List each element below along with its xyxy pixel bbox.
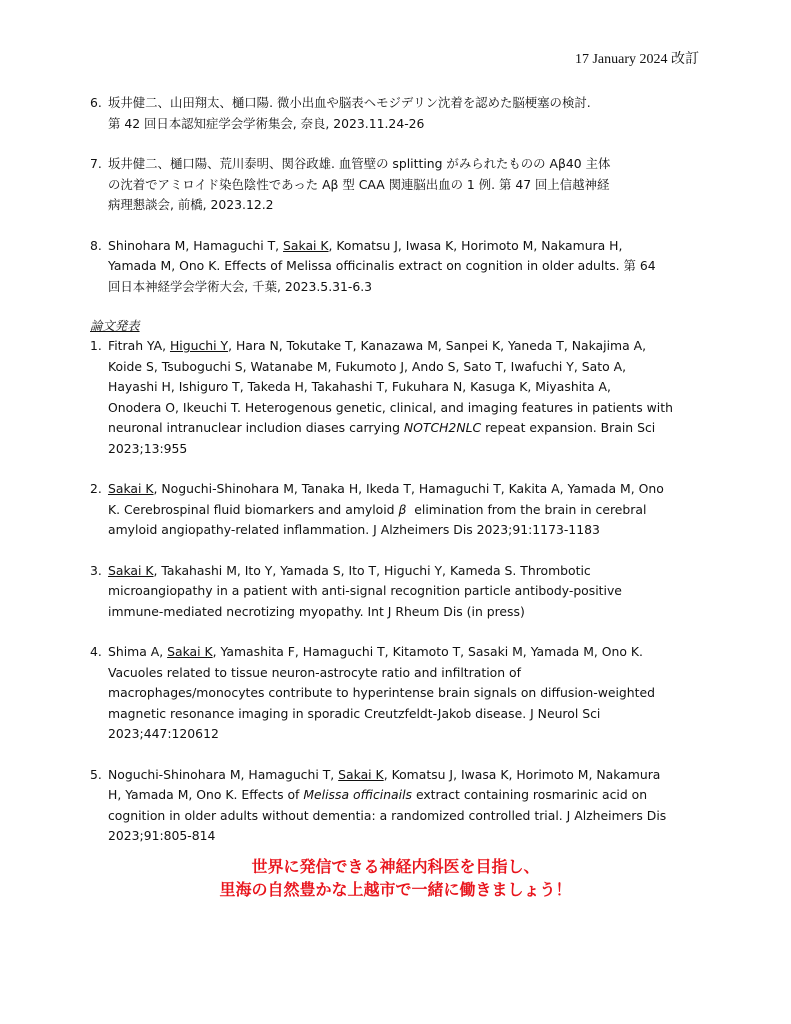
paper-item [90, 765, 710, 847]
item-line [108, 602, 710, 623]
text-run: Hayashi H, Ishiguro T, Takeda H, Takahashi T, Fukuhara N, Kasuga K, Miyashita A, [108, 379, 611, 394]
text-run: microangiopathy in a patient with anti-signal recognition particle antibody-positive [108, 583, 622, 598]
text-run: Onodera O, Ikeuchi T. Heterogenous genetic, clinical, and imaging features in patients with [108, 399, 673, 415]
item-line [108, 236, 710, 257]
text-run: elimination from the brain in cerebral [406, 501, 647, 517]
text-run: Yamada M, Ono K. Effects of Melissa officinalis extract on cognition in older adults. 第 64 [108, 258, 656, 273]
item-line [108, 256, 710, 277]
gene-name: NOTCH2NLC [403, 420, 482, 435]
text-run: 坂井健二、山田翔太、樋口陽. 微小出血や脳表ヘモジデリン沈着を認めた脳梗塞の検討. [108, 95, 591, 110]
item-line [108, 114, 710, 135]
slogan-line-1: 世界に発信できる神経内科医を目指し、 [251, 857, 540, 876]
text-run: , Yamashita F, Hamaguchi T, Kitamoto T, Sasaki M, Yamada M, Ono K. [212, 644, 643, 659]
item-line [108, 439, 710, 460]
revision-date: 17 January 2024 改訂 [574, 52, 699, 67]
author-highlight: Sakai K [283, 237, 329, 253]
item-line [108, 520, 710, 541]
item-number: 6. [90, 95, 102, 110]
text-run: repeat expansion. Brain Sci [481, 420, 656, 435]
text-run: 病理懇談会, 前橋, 2023.12.2 [108, 197, 274, 212]
text-run: , Komatsu J, Iwasa K, Horimoto M, Nakamura [383, 766, 661, 782]
text-run: 回日本神経学会学術大会, 千葉, 2023.5.31-6.3 [108, 278, 373, 294]
text-run: 2023;13:955 [108, 440, 188, 456]
presentation-item [90, 236, 710, 298]
text-run: 第 42 回日本認知症学会学術集会, 奈良, 2023.11.24-26 [108, 115, 425, 131]
text-run: immune-mediated necrotizing myopathy. Int J Rheum Dis (in press) [108, 603, 525, 619]
item-line [108, 826, 710, 847]
text-run: , Takahashi M, Ito Y, Yamada S, Ito T, Higuchi Y, Kameda S. Thrombotic [153, 562, 591, 578]
item-line [108, 724, 710, 745]
text-run: Shima A, [108, 644, 168, 659]
greek-beta: β [398, 501, 407, 517]
item-number: 8. [90, 237, 102, 253]
item-line [108, 195, 710, 216]
item-line [108, 93, 710, 114]
item-line [108, 785, 710, 806]
item-number: 1. [90, 338, 102, 353]
text-run: 2023;447:120612 [108, 726, 219, 741]
recruitment-slogan [0, 855, 791, 901]
item-line [108, 175, 710, 196]
item-line [108, 806, 710, 827]
item-line [108, 377, 710, 398]
item-line [108, 154, 710, 175]
text-run: , Komatsu J, Iwasa K, Horimoto M, Nakamura H, [328, 237, 623, 253]
item-line [108, 765, 710, 786]
text-run: Shinohara M, Hamaguchi T, [108, 237, 284, 253]
text-run: K. Cerebrospinal fluid biomarkers and amyloid [108, 501, 399, 517]
author-highlight: Sakai K [108, 562, 154, 578]
text-run: macrophages/monocytes contribute to hyperintense brain signals on diffusion-weighted [108, 685, 655, 700]
text-run: magnetic resonance imaging in sporadic Creutzfeldt-Jakob disease. J Neurol Sci [108, 705, 601, 721]
author-highlight: Sakai K [338, 766, 384, 782]
text-run: amyloid angiopathy-related inflammation. J Alzheimers Dis 2023;91:1173-1183 [108, 522, 600, 537]
text-run: Fitrah YA, [108, 338, 170, 353]
author-highlight: Sakai K [108, 481, 154, 496]
text-run: Koide S, Tsuboguchi S, Watanabe M, Fukumoto J, Ando S, Sato T, Iwafuchi Y, Sato A, [108, 358, 627, 374]
text-run: cognition in older adults without dementia: a randomized controlled trial. J Alzheimers Dis [108, 807, 667, 823]
text-run: の沈着でアミロイド染色陰性であった Aβ 型 CAA 関連脳出血の 1 例. 第 47 回上信越神経 [108, 176, 610, 192]
item-line [108, 277, 710, 298]
item-number: 2. [90, 481, 102, 496]
paper-item [90, 336, 710, 459]
author-highlight: Higuchi Y [169, 338, 229, 353]
presentation-list [90, 93, 710, 297]
paper-list [90, 336, 710, 847]
paper-item [90, 561, 710, 623]
item-number: 7. [90, 156, 102, 171]
paper-item [90, 479, 710, 541]
item-line [108, 336, 710, 357]
item-number: 5. [90, 766, 102, 782]
slogan-line-2: 里海の自然豊かな上越市で一緒に働きましょう！ [219, 880, 572, 899]
text-run: , Noguchi-Shinohara M, Tanaka H, Ikeda T, Hamaguchi T, Kakita A, Yamada M, Ono [153, 481, 664, 496]
item-line [108, 357, 710, 378]
species-name: Melissa officinails [303, 787, 412, 802]
presentation-item [90, 93, 710, 134]
item-line [108, 398, 710, 419]
presentation-item [90, 154, 710, 216]
item-line [108, 663, 710, 684]
paper-item [90, 642, 710, 745]
item-line [108, 561, 710, 582]
item-line [108, 683, 710, 704]
text-run: 2023;91:805-814 [108, 828, 216, 843]
item-line [108, 704, 710, 725]
text-run: extract containing rosmarinic acid on [412, 787, 648, 802]
text-run: , Hara N, Tokutake T, Kanazawa M, Sanpei K, Yaneda T, Nakajima A, [228, 338, 647, 353]
item-line [108, 500, 710, 521]
author-highlight: Sakai K [167, 644, 213, 659]
item-line [108, 479, 710, 500]
text-run: H, Yamada M, Ono K. Effects of [108, 787, 304, 802]
papers-heading: 論文発表 [90, 318, 140, 333]
item-line [108, 581, 710, 602]
item-number: 4. [90, 644, 102, 659]
text-run: Vacuoles related to tissue neuron-astrocyte ratio and infiltration of [108, 664, 521, 680]
item-number: 3. [90, 562, 102, 578]
text-run: Noguchi-Shinohara M, Hamaguchi T, [108, 766, 339, 782]
item-line [108, 418, 710, 439]
text-run: 坂井健二、樋口陽、荒川泰明、関谷政雄. 血管壁の splitting がみられたものの Aβ40 主体 [108, 156, 611, 171]
text-run: neuronal intranuclear includion diases carrying [108, 420, 404, 435]
item-line [108, 642, 710, 663]
